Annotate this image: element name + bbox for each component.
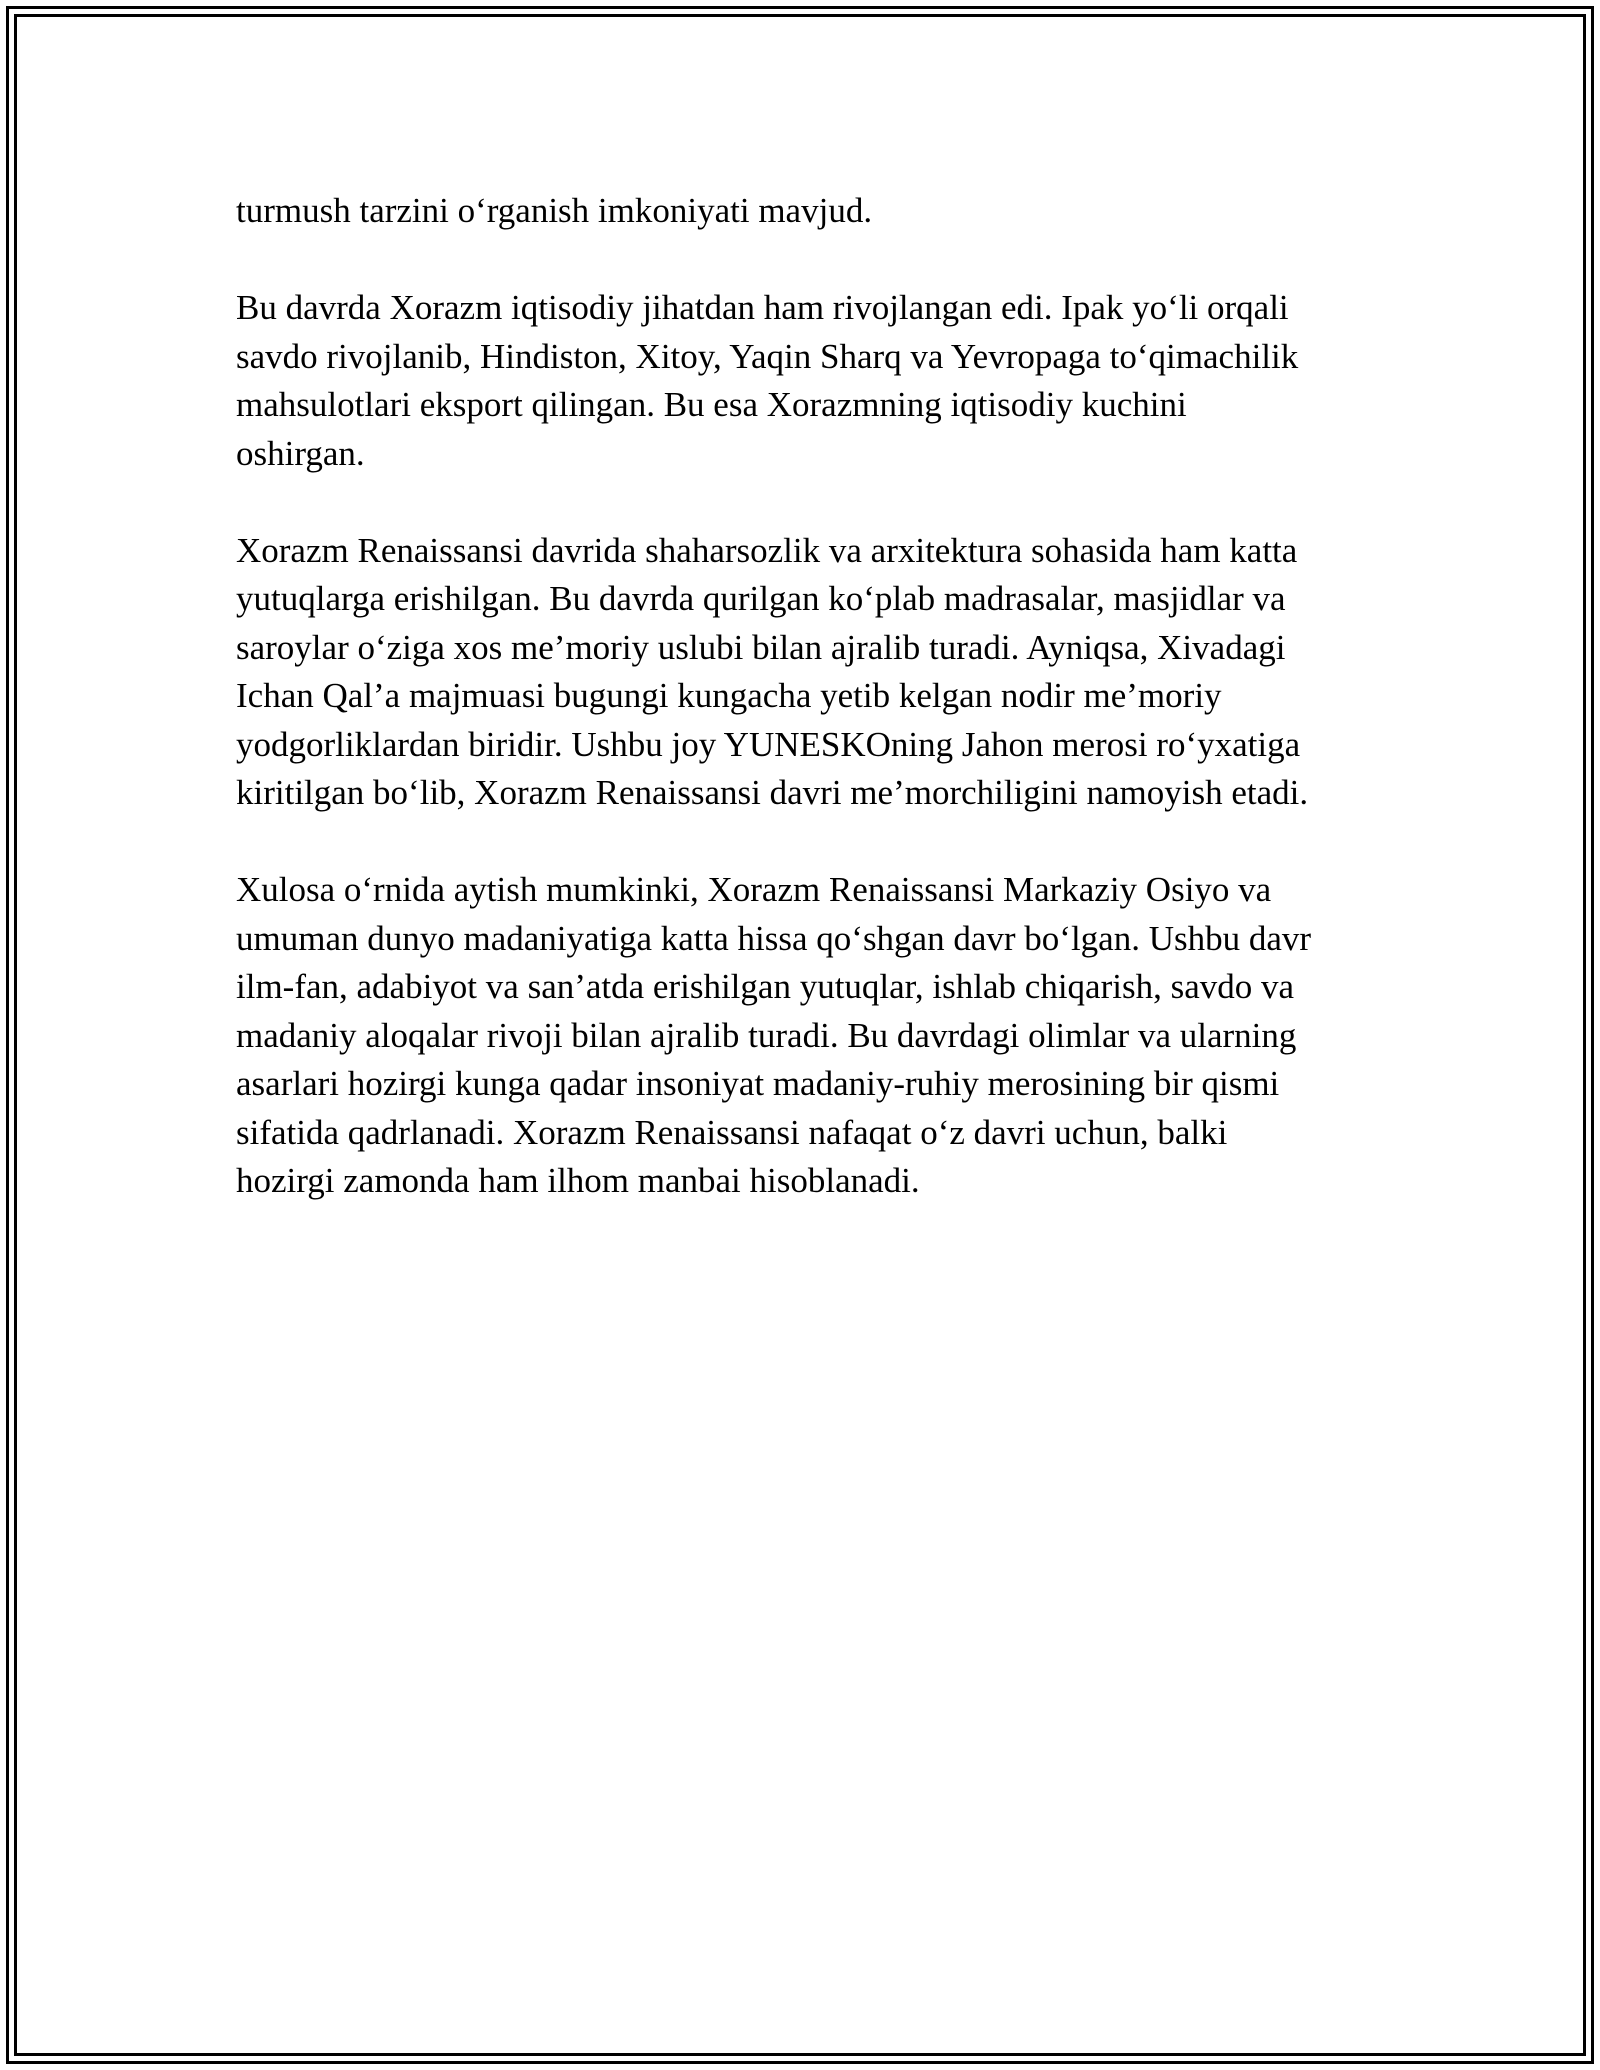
paragraph-conclusion: Xulosa o‘rnida aytish mumkinki, Xorazm Renaissansi Markaziy Osiyo va umuman dunyo madaniyatiga katta hissa qo‘shgan davr bo‘lgan. Ushbu davr ilm-fan, adabiyot va san’atda erishilgan yutuqlar, ishlab chiqarish, savdo va madaniy aloqalar rivoji bilan ajralib turadi. Bu davrdagi olimlar va ularning asarlari hozirgi kunga qadar insoniyat madaniy-ruhiy merosining bir qismi sifatida qadrlanadi. Xorazm Renaissansi nafaqat o‘z davri uchun, balki hozirgi zamonda ham ilhom manbai hisoblanadi. [236, 870, 1312, 1200]
document-body [236, 187, 1376, 1254]
paragraph-economy: Bu davrda Xorazm iqtisodiy jihatdan ham rivojlangan edi. Ipak yo‘li orqali savdo rivojlanib, Hindiston, Xitoy, Yaqin Sharq va Yevropaga to‘qimachilik mahsulotlari eksport qilingan. Bu esa Xorazmning iqtisodiy kuchini oshirgan. [236, 288, 1299, 473]
paragraph-architecture: Xorazm Renaissansi davrida shaharsozlik va arxitektura sohasida ham katta yutuqlarga erishilgan. Bu davrda qurilgan ko‘plab madrasalar, masjidlar va saroylar o‘ziga xos me’moriy uslubi bilan ajralib turadi. Ayniqsa, Xivadagi Ichan Qal’a majmuasi bugungi kungacha yetib kelgan nodir me’moriy yodgorliklardan biridir. Ushbu joy YUNESKOning Jahon merosi ro‘yxatiga kiritilgan bo‘lib, Xorazm Renaissansi davri me’morchiligini namoyish etadi. [236, 530, 1309, 812]
paragraph-continuation: turmush tarzini o‘rganish imkoniyati mavjud. [236, 191, 873, 230]
